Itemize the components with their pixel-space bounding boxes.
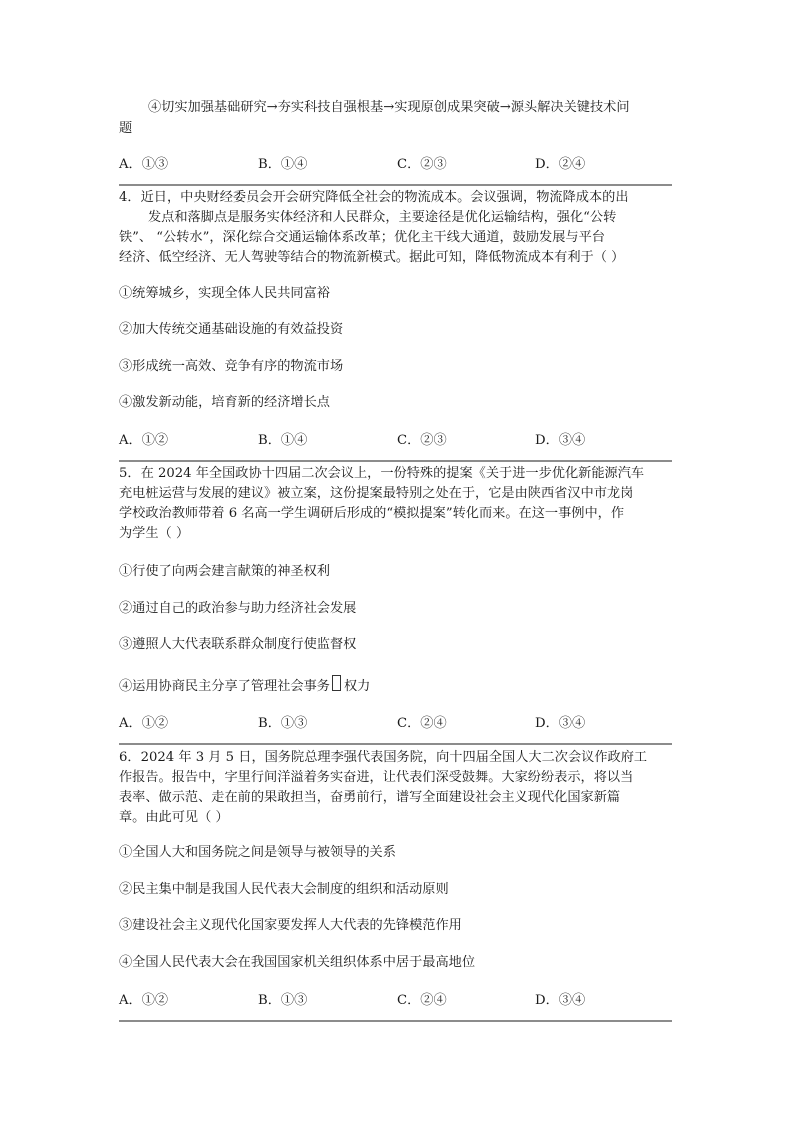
q4-stem-line-3: 铁”、 “公转水”，深化综合交通运输体系改革；优化主干线大通道，鼓励发展与平台	[119, 230, 605, 245]
q4-option-b[interactable]: B．①④	[258, 433, 308, 448]
q4-stem-line-1: 4．近日，中央财经委员会开会研究降低全社会的物流成本。会议强调，物流降成本的出	[119, 190, 629, 205]
divider	[119, 1020, 672, 1022]
q4-option-c[interactable]: C．②③	[397, 433, 447, 448]
q5-stem-line-3: 学校政治教师带着 6 名高一学生调研后形成的“模拟提案”转化而来。在这一事例中，作	[119, 506, 625, 521]
q5-option-c[interactable]: C．②④	[397, 716, 447, 731]
q5-item-2: ②通过自己的政治参与助力经济社会发展	[119, 601, 357, 616]
q4-item-1: ①统筹城乡，实现全体人民共同富裕	[119, 286, 330, 301]
q4-stem-line-2: 发点和落脚点是服务实体经济和人民群众，主要途径是优化运输结构，强化“公转	[148, 210, 617, 225]
divider	[119, 184, 672, 186]
q6-item-3: ③建设社会主义现代化国家要发挥人大代表的先锋模范作用	[119, 918, 462, 933]
q6-stem	[119, 748, 647, 828]
missing-glyph-icon	[332, 675, 341, 691]
q6-item-2: ②民主集中制是我国人民代表大会制度的组织和活动原则	[119, 882, 449, 897]
q5-item-4-text: ④运用协商民主分享了管理社会事务	[119, 679, 330, 694]
q3-option-b[interactable]: B．①④	[258, 157, 308, 172]
q5-option-a[interactable]: A．①②	[119, 716, 169, 731]
q5-stem-line-4: 为学生（ ）	[119, 526, 190, 541]
q3-option-a[interactable]: A．①③	[119, 157, 169, 172]
q5-item-4-text-end: 权力	[344, 679, 371, 694]
divider	[119, 743, 672, 745]
q5-option-d[interactable]: D．③④	[535, 716, 586, 731]
q6-item-4: ④全国人民代表大会在我国国家机关组织体系中居于最高地位	[119, 955, 476, 970]
q6-option-d[interactable]: D．③④	[535, 993, 586, 1008]
q6-stem-line-2: 作报告。报告中，字里行间洋溢着务实奋进，让代表们深受鼓舞。大家纷纷表示，将以当	[119, 770, 634, 785]
q4-stem	[119, 188, 629, 268]
q4-option-a[interactable]: A．①②	[119, 433, 169, 448]
q5-item-3: ③遵照人大代表联系群众制度行使监督权	[119, 637, 357, 652]
q3-item-4-line-2: 题	[119, 121, 133, 136]
q4-item-2: ②加大传统交通基础设施的有效益投资	[119, 322, 344, 337]
q6-stem-line-1: 6．2024 年 3 月 5 日，国务院总理李强代表国务院，向十四届全国人大二次会议作政府工	[119, 750, 648, 765]
q6-stem-line-4: 章。由此可见（ ）	[119, 810, 229, 825]
q6-option-b[interactable]: B．①③	[258, 993, 308, 1008]
q5-item-1: ①行使了向两会建言献策的神圣权利	[119, 564, 330, 579]
q5-item-4	[119, 675, 370, 694]
divider	[119, 460, 672, 462]
q6-option-a[interactable]: A．①②	[119, 993, 169, 1008]
q4-item-4: ④激发新动能，培育新的经济增长点	[119, 395, 330, 410]
q4-stem-line-4: 经济、低空经济、无人驾驶等结合的物流新模式。据此可知，降低物流成本有利于（ ）	[119, 250, 625, 265]
q3-option-c[interactable]: C．②③	[397, 157, 447, 172]
q6-stem-line-3: 表率、做示范、走在前的果敢担当，奋勇前行，谱写全面建设社会主义现代化国家新篇	[119, 790, 621, 805]
q4-option-d[interactable]: D．③④	[535, 433, 586, 448]
q5-option-b[interactable]: B．①③	[258, 716, 308, 731]
q5-stem-line-1: 5．在 2024 年全国政协十四届二次会议上，一份特殊的提案《关于进一步优化新能源汽车	[119, 466, 645, 481]
q5-stem-line-2: 充电桩运营与发展的建议》被立案，这份提案最特别之处在于，它是由陕西省汉中市龙岗	[119, 486, 634, 501]
q3-option-d[interactable]: D．②④	[535, 157, 586, 172]
q6-option-c[interactable]: C．②④	[397, 993, 447, 1008]
q3-item-4-line-1: ④切实加强基础研究→夯实科技自强根基→实现原创成果突破→源头解决关键技术问	[148, 100, 630, 115]
q4-item-3: ③形成统一高效、竞争有序的物流市场	[119, 359, 344, 374]
q5-stem	[119, 464, 644, 544]
q6-item-1: ①全国人大和国务院之间是领导与被领导的关系	[119, 845, 396, 860]
